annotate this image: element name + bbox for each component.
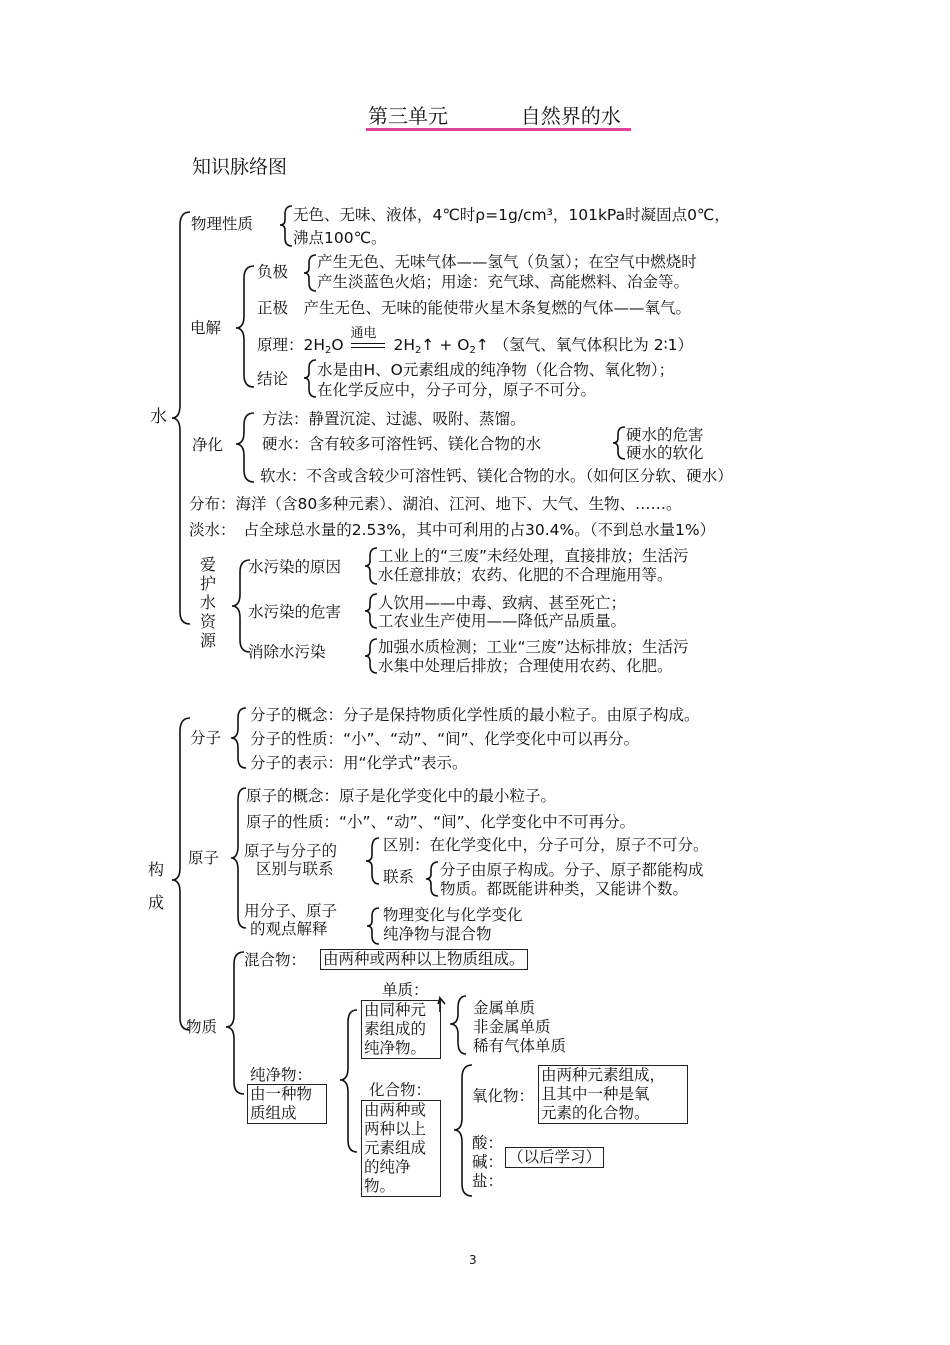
principle-line: 原理：$2H_2O$ 通电 $2H_2↑$ + $O_2↑$ （氢气、氧气体积比为 2∶1） (257, 326, 693, 356)
pure-label: 纯净物： (250, 1066, 313, 1084)
page-title (368, 103, 621, 129)
pollution-fix-line2: 水集中处理后排放；合理使用农药、化肥。 (378, 657, 673, 675)
link-label: 联系 (383, 868, 415, 886)
negative-line1: 产生无色、无味气体——氢气（负氢）；在空气中燃烧时 (317, 253, 697, 271)
up-arrow-icon: ↑ (421, 336, 435, 354)
physical-line2: 沸点100℃。 (293, 229, 387, 247)
title-unit: 第三单元 (368, 104, 448, 128)
physical-line1: 无色、无味、液体，4℃时ρ=1g/cm³，101kPa时凝固点0℃， (293, 206, 730, 224)
later-study-box: （以后学习） (505, 1147, 604, 1168)
product-o2: + O (439, 336, 470, 354)
positive-line: 正极 产生无色、无味的能使带火星木条复燃的气体——氧气。 (257, 299, 692, 317)
principle-note: （氢气、氧气体积比为 2∶1） (493, 336, 693, 354)
hard-water-soften: 硬水的软化 (626, 444, 704, 462)
product-h2: 2H (393, 336, 416, 354)
section-subtitle: 知识脉络图 (192, 156, 288, 178)
link-line1: 分子由原子构成。分子、原子都能构成 (440, 861, 704, 879)
negative-line2: 产生淡蓝色火焰；用途：充气球、高能燃料、冶金等。 (317, 273, 690, 291)
pollution-cause-label: 水污染的原因 (248, 558, 342, 576)
element-label: 单质： (382, 981, 429, 999)
oxide-label: 氧化物： (472, 1087, 535, 1105)
title-underline (366, 128, 631, 131)
pollution-fix-label: 消除水污染 (248, 643, 326, 661)
pollution-harm-label: 水污染的危害 (248, 603, 342, 621)
salt-label: 盐： (472, 1172, 504, 1190)
distribution-line: 分布：海洋（含80多种元素）、湖泊、江河、地下、大气、生物、……。 (189, 495, 682, 513)
oxide-def-line1: 由两种元素组成， (541, 1066, 666, 1084)
element-noble-gas: 稀有气体单质 (473, 1037, 567, 1055)
purify-method: 方法：静置沉淀、过滤、吸附、蒸馏。 (262, 410, 526, 428)
acid-label: 酸： (472, 1134, 504, 1152)
oxide-definition-box (538, 1065, 688, 1124)
principle-label: 原理：2H (257, 336, 326, 354)
freshwater-line: 淡水： 占全球总水量的2.53%，其中可利用的占30.4%。（不到总水量1%） (189, 521, 716, 539)
conclusion-label: 结论 (257, 370, 289, 388)
soft-water: 软水：不含或含较少可溶性钙、镁化合物的水。（如何区分软、硬水） (260, 467, 733, 485)
hard-water: 硬水：含有较多可溶性钙、镁化合物的水 (262, 435, 542, 453)
oxide-def-line3: 元素的化合物。 (541, 1104, 650, 1122)
negative-label: 负极 (257, 263, 289, 281)
element-nonmetal: 非金属单质 (473, 1018, 551, 1036)
mixture-definition-box: 由两种或两种以上物质组成。 (320, 949, 528, 970)
relation-line2: 区别与联系 (256, 860, 334, 878)
element-definition-box: 由同种元素组成的纯净物。 (361, 1000, 441, 1059)
up-arrow-icon: ↑ (475, 336, 489, 354)
hard-water-harm: 硬水的危害 (626, 426, 704, 444)
title-topic: 自然界的水 (520, 104, 621, 128)
pollution-harm-line2: 工农业生产使用——降低产品质量。 (378, 612, 627, 630)
compound-definition-box: 由两种或两种以上元素组成的纯净物。 (361, 1100, 441, 1197)
explain-a: 物理变化与化学变化 (383, 906, 523, 924)
element-metal: 金属单质 (473, 999, 536, 1017)
substance-label: 物质 (186, 1018, 218, 1036)
conclusion-line1: 水是由H、O元素组成的纯净物（化合物、氧化物）； (317, 361, 675, 379)
molecule-concept: 分子的概念：分子是保持物质化学性质的最小粒子。由原子构成。 (250, 706, 700, 724)
base-label: 碱： (472, 1153, 504, 1171)
oxide-def-line2: 且其中一种是氧 (541, 1085, 650, 1103)
link-line2: 物质。都既能讲种类，又能讲个数。 (440, 880, 689, 898)
protect-label: 爱护水资源 (199, 555, 216, 650)
principle-o: O (331, 336, 344, 354)
explain-line2: 的观点解释 (250, 920, 328, 938)
water-root: 水 (150, 407, 167, 427)
mixture-label: 混合物： (244, 951, 307, 969)
atom-label: 原子 (188, 849, 220, 867)
conclusion-line2: 在化学反应中，分子可分，原子不可分。 (317, 381, 597, 399)
condition-text: 通电 (350, 326, 377, 341)
reaction-condition (349, 326, 389, 355)
difference-line: 区别：在化学变化中，分子可分，原子不可分。 (383, 836, 709, 854)
pollution-cause-line1: 工业上的“三废”未经处理，直接排放；生活污 (378, 547, 689, 565)
explain-line1: 用分子、原子 (244, 902, 338, 920)
explain-b: 纯净物与混合物 (383, 925, 492, 943)
atom-concept: 原子的概念：原子是化学变化中的最小粒子。 (246, 787, 557, 805)
molecule-notation: 分子的表示：用“化学式”表示。 (250, 754, 468, 772)
atom-property: 原子的性质：“小”、“动”、“间”、化学变化中不可再分。 (246, 813, 636, 831)
physical-label: 物理性质 (191, 215, 254, 233)
relation-line1: 原子与分子的 (244, 842, 338, 860)
electrolysis-label: 电解 (190, 319, 222, 337)
pollution-harm-line1: 人饮用——中毒、致病、甚至死亡； (378, 594, 627, 612)
molecule-label: 分子 (190, 729, 222, 747)
pollution-cause-line2: 水任意排放；农药、化肥的不合理施用等。 (378, 566, 673, 584)
molecule-property: 分子的性质：“小”、“动”、“间”、化学变化中可以再分。 (250, 730, 640, 748)
pollution-fix-line1: 加强水质检测；工业“三废”达标排放；生活污 (378, 638, 689, 656)
page-number: 3 (469, 1253, 477, 1267)
purify-label: 净化 (192, 436, 224, 454)
compound-label: 化合物： (369, 1081, 432, 1099)
composition-root: 构成 (147, 860, 164, 912)
pure-definition-box: 由一种物质组成 (247, 1084, 327, 1124)
